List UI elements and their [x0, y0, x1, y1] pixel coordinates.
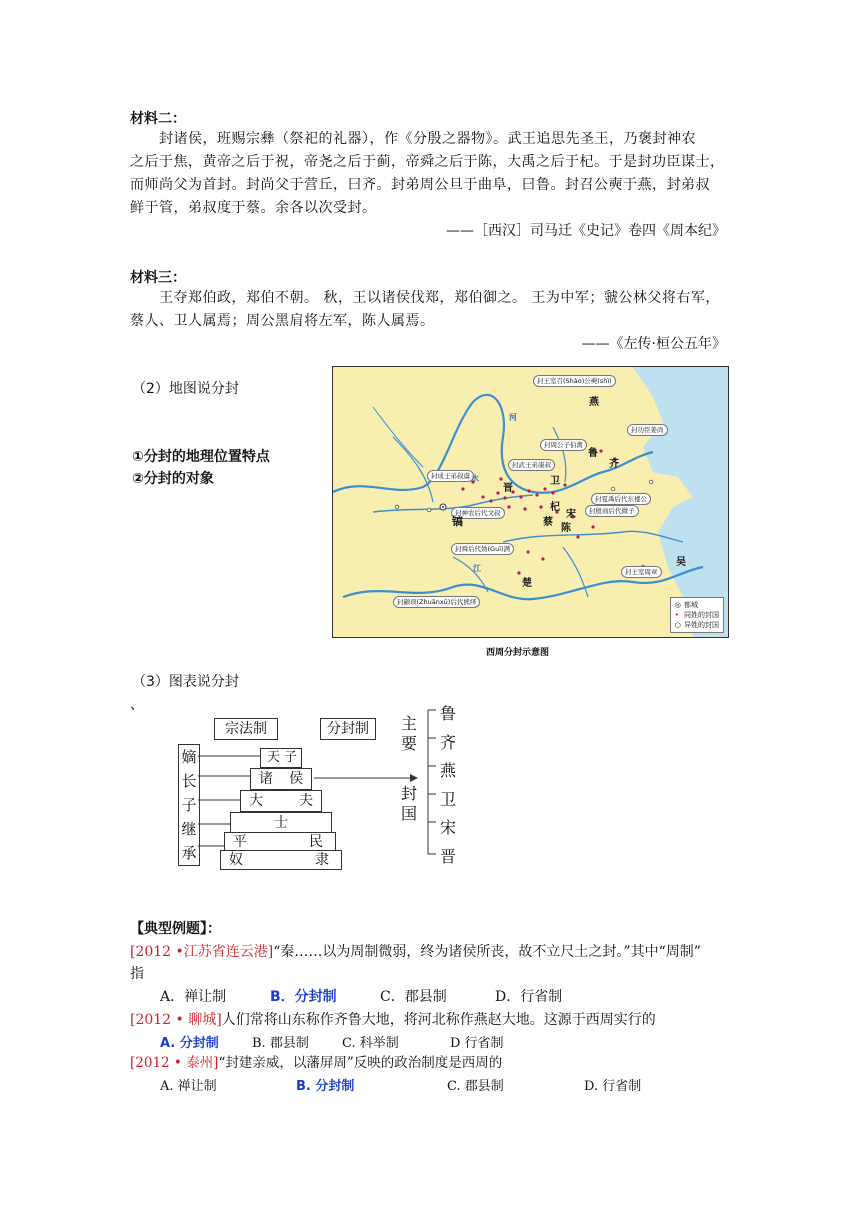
example-3-tag: [2012 • 泰州]: [130, 1055, 219, 1071]
example-3: [130, 1052, 730, 1074]
state-list: [440, 700, 456, 871]
example-1: [130, 941, 730, 963]
pyramid-char: 子: [283, 750, 297, 765]
state-item: 卫: [440, 789, 457, 809]
succession-char: 承: [181, 844, 197, 862]
pyramid-pingmin: [224, 832, 336, 852]
fengfeng-diagram: [174, 704, 474, 874]
legend-diff: 异姓的封国: [684, 621, 719, 629]
map-legend: ◎ 都城 • 同姓的封国 ○ 异姓的封国: [670, 597, 724, 633]
material-2-body: [130, 128, 730, 220]
map-caption: 西周分封示意图: [486, 648, 550, 658]
map-label-kangshu: 封武王弟康叔: [508, 459, 555, 471]
example-1-tag: [2012 •江苏省连云港]: [130, 944, 274, 960]
zongfa-label: 宗法制: [214, 718, 278, 740]
map-label-zhougong: 封周公子伯禽: [540, 439, 587, 451]
main-states-label-top: [400, 714, 418, 754]
river-jiang: 江: [473, 564, 481, 573]
map-label-merit: 封功臣姜尚: [627, 424, 668, 436]
pyramid-shi: 士: [230, 812, 332, 834]
question-1: ①分封的地理位置特点: [132, 449, 270, 465]
river-he: 河: [509, 413, 517, 422]
text-line: 王夺郑伯政，郑伯不朝。 秋，王以诸侯伐郑，郑伯御之。 王为中军；虢公林父将右军，: [130, 290, 720, 306]
state-qi2: 杞: [550, 502, 560, 513]
map-label-zhuanxu: 封颛顼(Zhuānxū)后代熊绎: [393, 596, 480, 608]
state-item: 晋: [440, 846, 457, 866]
stray-mark: 、: [130, 697, 144, 713]
section-2-title: （2）地图说分封: [132, 381, 239, 397]
vertical-char: 国: [400, 804, 417, 823]
pyramid-char: 侯: [289, 771, 303, 787]
example-2-option-c[interactable]: C. 科举制: [342, 1036, 399, 1051]
pyramid-tianzi: [260, 748, 302, 768]
map-label-yin: 封殷商后代微子: [585, 505, 639, 517]
example-1-option-c[interactable]: C．郡县制: [380, 989, 447, 1005]
example-3-text: “封建亲威，以藩屏周”反映的政治制度是西周的: [218, 1055, 503, 1071]
example-3-option-a[interactable]: A. 禅让制: [160, 1079, 217, 1094]
vertical-char: 要: [400, 734, 417, 753]
example-3-option-c[interactable]: C. 郡县制: [447, 1079, 504, 1094]
pyramid-char: 天: [267, 750, 281, 765]
pyramid-char: 夫: [299, 793, 313, 809]
state-item: 齐: [440, 732, 457, 752]
example-1-text: “秦……以为周制微弱，终为诸侯所丧，故不立尺土之封。”其中“周制”: [273, 944, 701, 960]
map-label-shennong: 封神农后代文叔: [451, 507, 505, 519]
state-item: 燕: [440, 761, 457, 780]
text-line: 之后于焦，黄帝之后于祝，帝尧之后于蓟，帝舜之后于陈，大禹之后于杞。于是封功臣谋士，: [130, 154, 725, 170]
map-label-shun: 封舜后代妫(Guī)满: [451, 543, 514, 555]
example-1-option-d[interactable]: D．行省制: [495, 989, 563, 1005]
state-yan: 燕: [589, 397, 599, 408]
pyramid-char: 民: [309, 834, 323, 850]
state-chen: 陈: [561, 523, 571, 534]
state-chu: 楚: [522, 578, 532, 589]
pyramid-char: 平: [233, 834, 247, 850]
succession-char: 子: [181, 796, 197, 814]
example-2-text: 人们常将山东称作齐鲁大地，将河北称作燕赵大地。这源于西周实行的: [221, 1012, 656, 1028]
pyramid-dafu: [240, 790, 322, 812]
section-3-title: （3）图表说分封: [132, 674, 239, 690]
pyramid-char: 大: [249, 793, 263, 809]
legend-capital: 都城: [684, 601, 698, 609]
legend-same: 同姓的封国: [684, 611, 719, 619]
main-states-label-bottom: [400, 784, 418, 824]
material-3-source: ——《左传·桓公五年》: [581, 336, 726, 352]
state-item: 宋: [440, 818, 457, 837]
fenfeng-label: 分封制: [320, 718, 376, 740]
state-wu: 吴: [676, 557, 686, 568]
state-song: 宋: [566, 509, 576, 520]
succession-char: 长: [181, 772, 197, 790]
pyramid-nuli: [220, 850, 342, 870]
example-1-option-a[interactable]: A．禅让制: [160, 989, 227, 1005]
map-label-shuyu: 封成王弟叔虞: [427, 470, 474, 482]
pyramid-zhuhou: [250, 768, 312, 790]
state-hao: 镐: [452, 515, 463, 528]
text-line: 封诸侯，班赐宗彝（祭祀的礼器），作《分殷之器物》。武王追思先圣王，乃褒封神农: [130, 131, 696, 147]
state-wei: 卫: [550, 476, 560, 487]
vertical-char: 封: [400, 784, 417, 803]
text-line: 蔡人、卫人属焉；周公黑肩将左军，陈人属焉。: [130, 313, 435, 329]
text-line: 而师尚父为首封。封尚父于营丘，曰齐。封弟周公旦于曲阜，曰鲁。封召公奭于燕，封弟叔: [130, 177, 710, 193]
succession-char: 继: [181, 820, 197, 838]
state-qi: 齐: [609, 459, 619, 470]
map-graphic: [333, 367, 728, 637]
example-2: [130, 1009, 730, 1031]
example-2-option-b[interactable]: B. 郡县制: [252, 1036, 309, 1051]
example-1-option-b[interactable]: B．分封制: [270, 989, 337, 1005]
pyramid-char: 诸: [259, 771, 273, 787]
material-3-title: 材料三：: [130, 270, 186, 286]
state-item: 鲁: [440, 704, 457, 723]
text-line: 鲜于管，弟叔度于蔡。余各以次受封。: [130, 200, 377, 216]
material-2-title: 材料二：: [130, 111, 186, 127]
pyramid-char: 隶: [315, 852, 329, 868]
state-lu: 鲁: [588, 448, 598, 459]
zhou-fengfeng-map: [332, 366, 729, 638]
example-2-option-a[interactable]: A. 分封制: [160, 1036, 219, 1051]
example-1-text-cont: 指: [130, 966, 144, 982]
example-2-tag: [2012 • 聊城]: [130, 1012, 222, 1028]
succession-char: 嫡: [181, 748, 197, 766]
pyramid-char: 奴: [229, 852, 243, 868]
example-3-option-d[interactable]: D. 行省制: [584, 1079, 642, 1094]
examples-title: 【典型例题】：: [130, 921, 221, 937]
material-2-source: ——［西汉］司马迁《史记》卷四《周本纪》: [446, 223, 726, 239]
map-label-yan: 封王室召(Shào)公奭(shì): [533, 375, 616, 387]
material-3-body: [130, 287, 730, 333]
state-cai: 蔡: [543, 517, 553, 528]
state-jin: 晋: [503, 483, 513, 494]
vertical-char: 主: [400, 714, 417, 733]
example-2-option-d[interactable]: D 行省制: [450, 1036, 504, 1051]
question-2: ②分封的对象: [132, 471, 214, 487]
map-label-xia: 封夏禹后代东楼公: [591, 493, 651, 505]
river-shui: 水: [471, 474, 479, 483]
map-label-wu: 封王室周章: [621, 566, 662, 578]
example-3-option-b[interactable]: B. 分封制: [296, 1079, 355, 1094]
